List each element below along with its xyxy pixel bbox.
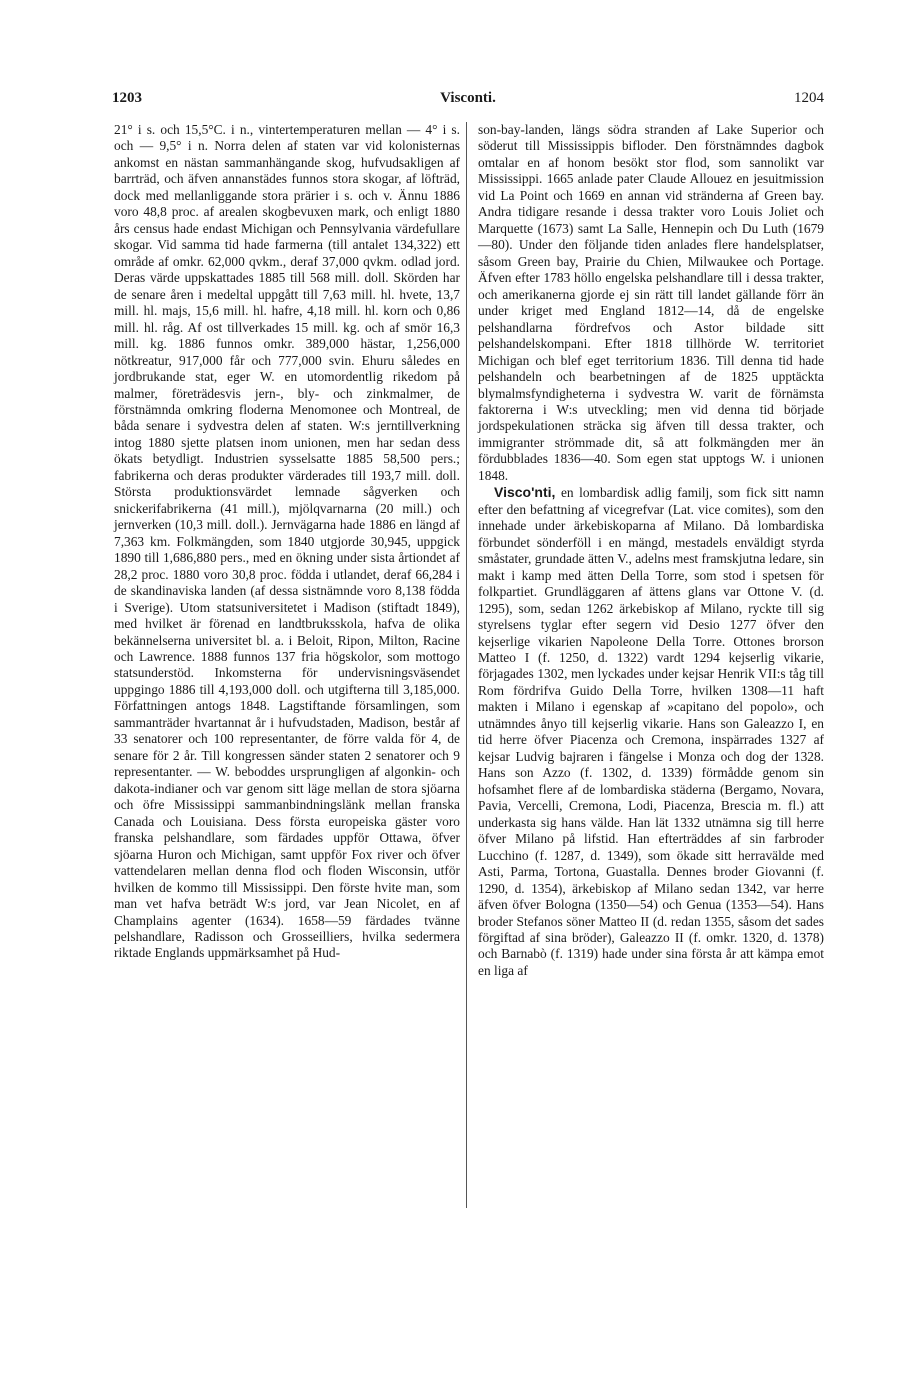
column-divider <box>466 122 467 1208</box>
page-number-right: 1204 <box>794 90 824 106</box>
page-number-left: 1203 <box>112 90 142 106</box>
right-column-paragraph-1: son-bay-landen, längs södra stranden af Lake Superior och söderut till Mississippis bifloder. Den förstnämndes dagbok omtalar en af honom besökt stor flod, som sannolikt var Mississippi. 1665 anlade pater Claude Allouez en jesuitmission vid La Point och 1669 en annan vid stränderna af Green bay. Andra tidigare resande i dessa trakter voro Louis Joliet och Marquette (1673) samt La Salle, Hennepin och Du Luth (1679—80). Under den följande tiden anlades flere handelsplatser, såsom Green bay, Prairie du Chien, Milwaukee och Portage. Äfven efter 1783 höllo engelska pelshandlare till i dessa trakter, och amerikanerna gjorde ej sin rätt till landet gällande förr än under kriget med England 1812—14, då de engelske pelshandlarna fördrefvos och Astor bildade sitt pelshandelskompani. Efter 1818 tillhörde W. territoriet Michigan och blef eget territorium 1836. Till denna tid hade pelshandeln och bearbetningen af de 1825 upptäckta blymalmsfyndigheterna i sydvestra W. varit de förnämsta faktorerna i W:s utveckling; men vid denna tid började jordspekulationen sträcka sig äfven till dessa trakter, och immigranter strömmade dit, så att folkmängden mer än fördubblades 1836—40. Som egen stat upptogs W. i unionen 1848. <box>478 122 824 483</box>
page-header <box>112 90 824 112</box>
left-column <box>114 122 460 962</box>
page-title: Visconti. <box>440 90 496 106</box>
entry-term: Visco'nti, <box>494 484 556 501</box>
right-column <box>478 122 824 979</box>
right-column-paragraph-2 <box>478 484 824 979</box>
left-column-text: 21° i s. och 15,5°C. i n., vintertemperaturen mellan — 4° i s. och — 9,5° i n. Norra delen af staten var vid kolonisternas ankomst en nästan sammanhängande skog, hufvudsakligen af barrträd, och äfven annanstädes funnos stora skogar, af löfträd, dock med mellanliggande stora prärier i s. och v. Ännu 1886 voro 48,8 proc. af arealen skogbevuxen mark, och enligt 1880 års census hade endast Michigan och Pennsylvania värdefullare skogar. Vid samma tid hade farmerna (till antalet 134,322) ett område af omkr. 62,000 qvkm., deraf 37,000 qvkm. odlad jord. Deras värde uppskattades 1885 till 568 mill. doll. Skörden har de senare åren i medeltal uppgått till 7,63 mill. hl. hvete, 13,7 mill. hl. majs, 15,6 mill. hl. hafre, 4,18 mill. hl. korn och 0,86 mill. hl. råg. Af ost tillverkades 15 mill. kg. och af smör 16,3 mill. kg. 1886 funnos omkr. 389,000 hästar, 1,256,000 nötkreatur, 917,000 får och 777,000 svin. Ehuru således en jordbrukande stat, eger W. en utomordentlig rikedom på malmer, företrädesvis jern-, bly- och zinkmalmer, de förstnämnda omkring floderna Menomonee och Montreal, de båda senare i sydvestra delen af staten. W:s jerntillverkning intog 1880 sjette platsen inom unionen, men har sedan dess ökats betydligt. Industrien sysselsatte 1885 58,500 pers.; fabrikerna och deras produkter värderades till 193,7 mill. doll. Största produktionsvärdet lemnade sågverken och snickerifabrikerna (41 mill.), mjölqvarnarna (20 mill.) och jernverken (10,3 mill. doll.). Jernvägarna hade 1886 en längd af 7,363 km. Folkmängden, som 1840 utgjorde 30,945, uppgick 1890 till 1,686,880 pers., med en ökning under sista årtiondet af 28,2 proc. 1880 voro 30,8 proc. födda i utlandet, deraf 66,284 i de skandinaviska landen (af dessa sistnämnde voro 8,138 födda i Sverige). Utom statsuniversitetet i Madison (stiftadt 1849), med hvilket är förenad en landtbruksskola, hafva de olika bekännelserna universitet bl. a. i Beloit, Ripon, Milton, Racine och Lawrence. 1888 funnos 137 fria högskolor, som mottogo statsunderstöd. Inkomsterna för undervisningsväsendet uppgingo 1886 till 4,193,000 doll. och utgifterna till 3,185,000. Författningen antogs 1848. Lagstiftande församlingen, som sammanträder hvartannat år i hufvudstaden, Madison, består af 33 senatorer och 100 representanter, de förre valda för 4, de senare för 2 år. Till kongressen sänder staten 2 senatorer och 9 representanter. — W. beboddes ursprungligen af algonkin- och dakota-indianer och var genom sitt läge mellan de stora sjöarna och öfre Mississippi sammanbindningslänk mellan franska Canada och Louisiana. Dess första europeiska gäster voro franska pelshandlare, som färdades uppför Ottawa, öfver sjöarna Huron och Michigan, samt uppför Fox river och öfver vattendelaren mellan denna flod och floden Wisconsin, utför hvilken de kommo till Mississippi. Den förste hvite man, som man vet hafva beträdt W:s jord, var Jean Nicolet, en af Champlains agenter (1634). 1658—59 färdades tvänne pelshandlare, Radisson och Grosseilliers, hvilka sedermera riktade Englands uppmärksamhet på Hud- <box>114 122 460 961</box>
entry-text: en lombardisk adlig familj, som fick sitt namn efter den befattning af vicegrefvar (Lat. vice comites), som den innehade under ärkebiskoparna af Milano. Då lombardiska förbundet sönderföll i en mängd, mestadels enväldigt styrda småstater, grundade ätten V., adelns mest framskjutna ledare, sin makt i kamp med ätten Della Torre, som stod i spetsen för folkpartiet. Grundläggaren af ättens glans var Ottone V. (d. 1295), som, sedan 1262 ärkebiskop af Milano, ryckte till sig styrelsens tyglar efter segern vid Desio 1277 öfver den kejserlige vikarien Napoleone Della Torre. Ottones brorson Matteo I (f. 1250, d. 1322) vardt 1294 kejserlig vikarie, förjagades 1302, men lyckades under kejsar Henrik VII:s tåg till Rom fördrifva Guido Della Torre, hvilken 1308—11 haft makten i Milano i egenskap af »capitano del popolo», och utnämndes ånyo till kejserlig vikarie. Hans son Galeazzo I, en tid herre öfver Piacenza och Cremona, inspärrades 1327 af kejsar Ludvig bajraren i fängelse i Monza och dog der 1328. Hans son Azzo (f. 1302, d. 1339) förmådde genom sin hofsamhet flere af de lombardiska städerna (Bergamo, Novara, Pavia, Vercelli, Cremona, Lodi, Piacenza, Brescia m. fl.) att underkasta sig hans välde. Han lät 1332 utnämna sig till herre öfver Milano på lifstid. Han efterträddes af sin farbroder Lucchino (f. 1287, d. 1349), som ökade sitt herravälde med Asti, Parma, Tortona, Guastalla. Dennes broder Giovanni (f. 1290, d. 1354), ärkebiskop af Milano sedan 1342, var herre äfven öfver Bologna (1350—54) och Genua (1353—54). Hans broder Stefanos söner Matteo II (d. redan 1355, såsom det sades förgiftad af sina bröder), Galeazzo II (f. omkr. 1320, d. 1378) och Barnabò (f. 1319) hade under sina första år att kämpa emot en liga af <box>478 485 824 978</box>
